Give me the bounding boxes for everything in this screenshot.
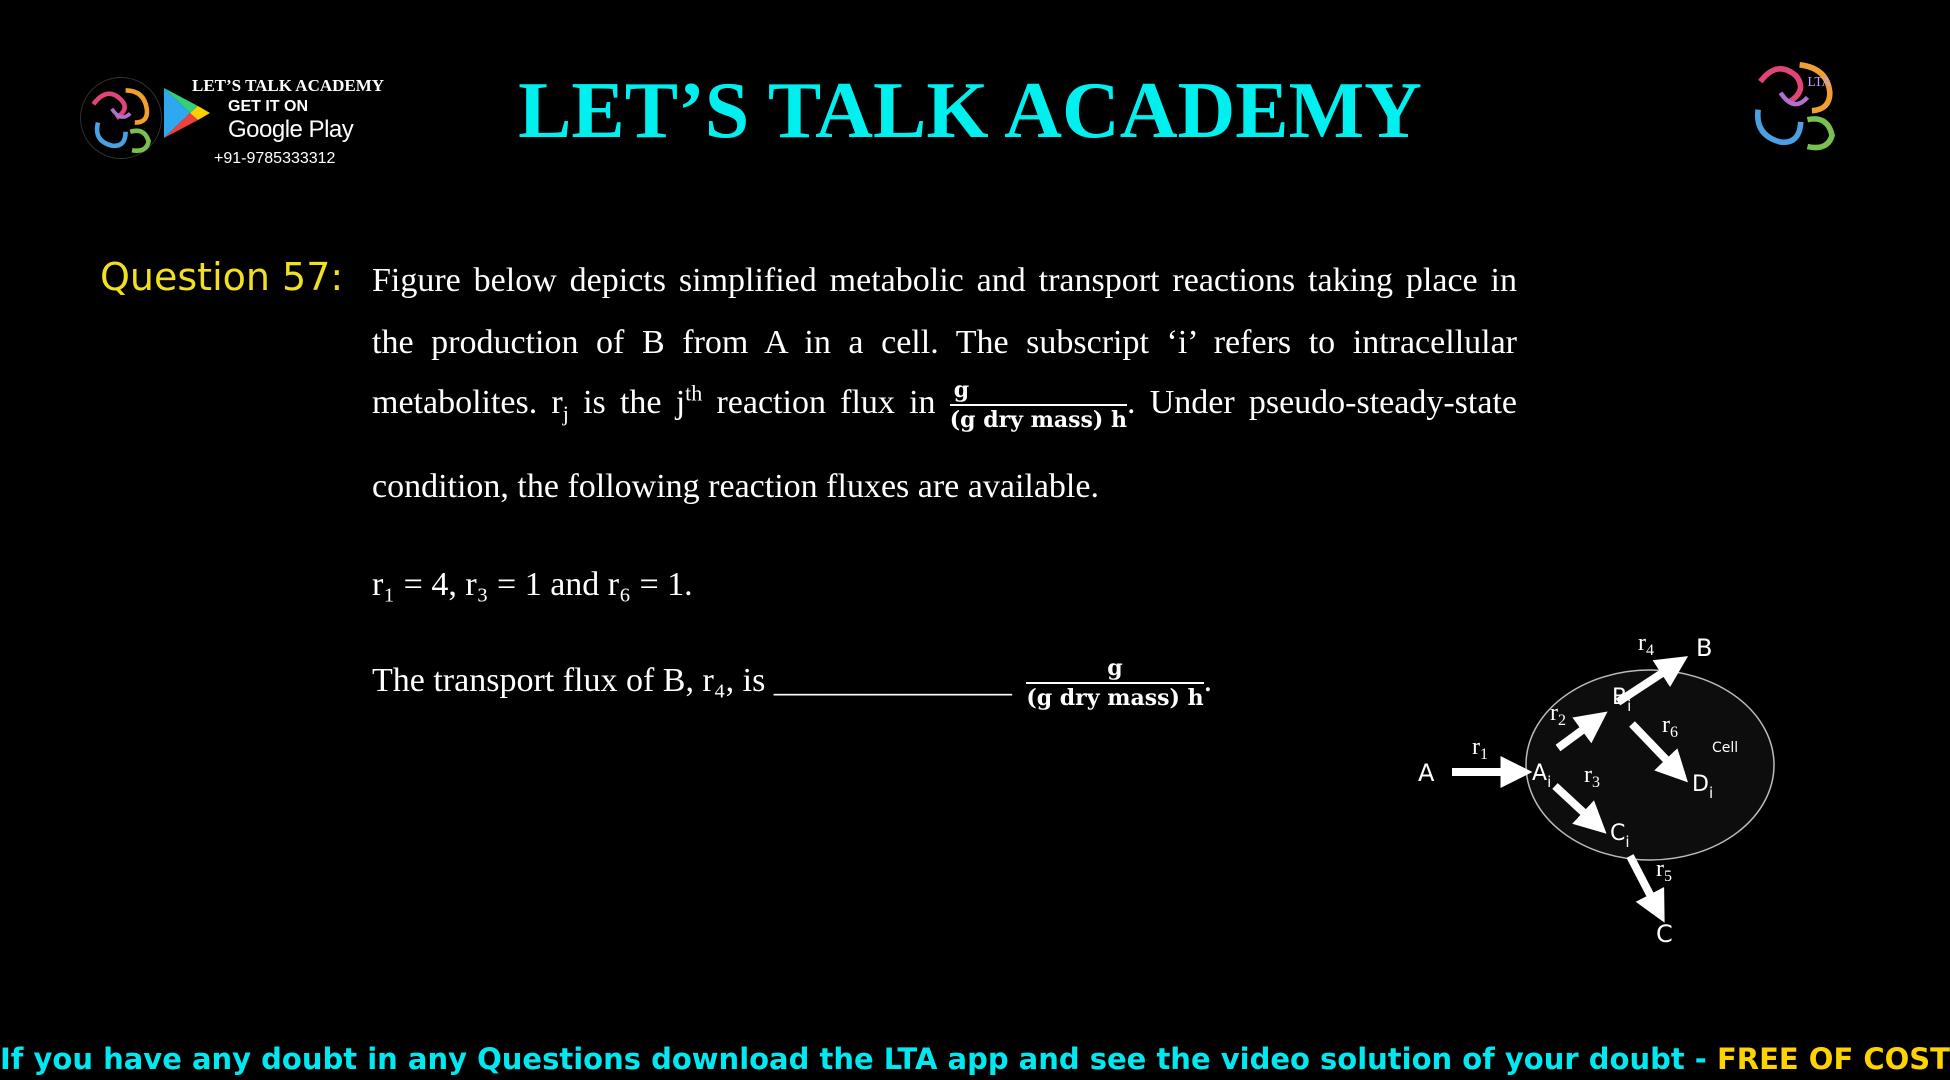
- final-period: .: [1203, 661, 1213, 699]
- page-title: LET’S TALK ACADEMY: [518, 67, 1422, 155]
- question-line-2: the production of B from A in a cell. The subscript ‘i’ refers to intracellular: [372, 324, 1517, 361]
- label-r4: $r_4$: [1638, 630, 1654, 659]
- line3-text-c: reaction flux in: [702, 383, 950, 421]
- phone-number: +91-9785333312: [214, 150, 336, 167]
- unit-fraction: [950, 378, 1127, 432]
- google-play-text: Google Play: [228, 116, 354, 143]
- cell-membrane: [1526, 670, 1774, 860]
- arrow-r5: [1630, 856, 1658, 910]
- answer-unit-denominator: (g dry mass) h: [1026, 685, 1204, 712]
- species-Ai: $A_i$: [1532, 761, 1552, 791]
- unit-denominator: (g dry mass) h: [949, 407, 1127, 434]
- question-line-3: [372, 378, 1517, 432]
- cell-label: Cell: [1712, 740, 1739, 756]
- get-it-on-text: GET IT ON: [228, 98, 308, 115]
- label-r3: $r_3$: [1584, 762, 1600, 791]
- species-B: B: [1696, 634, 1713, 662]
- label-r5: $r_5$: [1656, 856, 1672, 885]
- question-final-line: [372, 656, 1212, 710]
- line3-text-d: . Under pseudo-steady-state: [1127, 383, 1517, 421]
- answer-blank: ______________: [773, 661, 1012, 699]
- svg-text:LTA: LTA: [1807, 74, 1832, 90]
- flux-values: r₁ = 4, r₃ = 1 and r₆ = 1.: [372, 566, 693, 603]
- species-C: C: [1656, 920, 1673, 948]
- brand-small-text: LET’S TALK ACADEMY: [192, 76, 385, 95]
- footer-highlight: FREE OF COST: [1716, 1042, 1950, 1076]
- superscript-th: th: [685, 380, 703, 406]
- label-r1: $r_1$: [1472, 734, 1488, 763]
- subscript-j: j: [562, 400, 569, 426]
- species-Di: $D_i$: [1692, 772, 1714, 802]
- footer-banner: [0, 1042, 1950, 1076]
- metabolic-pathway-diagram: [1400, 620, 1780, 960]
- species-Bi: $B_i$: [1612, 685, 1632, 715]
- question-line-4: condition, the following reaction fluxes are available.: [372, 468, 1099, 505]
- answer-unit-numerator: g: [1026, 656, 1203, 684]
- species-Ci: $C_i$: [1610, 821, 1630, 851]
- final-text: The transport flux of B, r₄, is: [372, 661, 774, 699]
- question-number: Question 57:: [100, 255, 344, 299]
- answer-unit-fraction: [1026, 656, 1203, 710]
- lta-logo-right: [1738, 48, 1850, 160]
- question-line-1: Figure below depicts simplified metabolic and transport reactions taking place in: [372, 262, 1517, 299]
- line3-text-a: metabolites. r: [372, 383, 563, 421]
- footer-text: If you have any doubt in any Questions download the LTA app and see the video solution of your doubt -: [0, 1042, 1717, 1076]
- label-r2: $r_2$: [1550, 700, 1566, 729]
- species-A: A: [1418, 759, 1435, 787]
- unit-numerator: g: [950, 378, 1127, 406]
- line3-text-b: is the j: [568, 383, 686, 421]
- label-r6: $r_6$: [1662, 712, 1678, 741]
